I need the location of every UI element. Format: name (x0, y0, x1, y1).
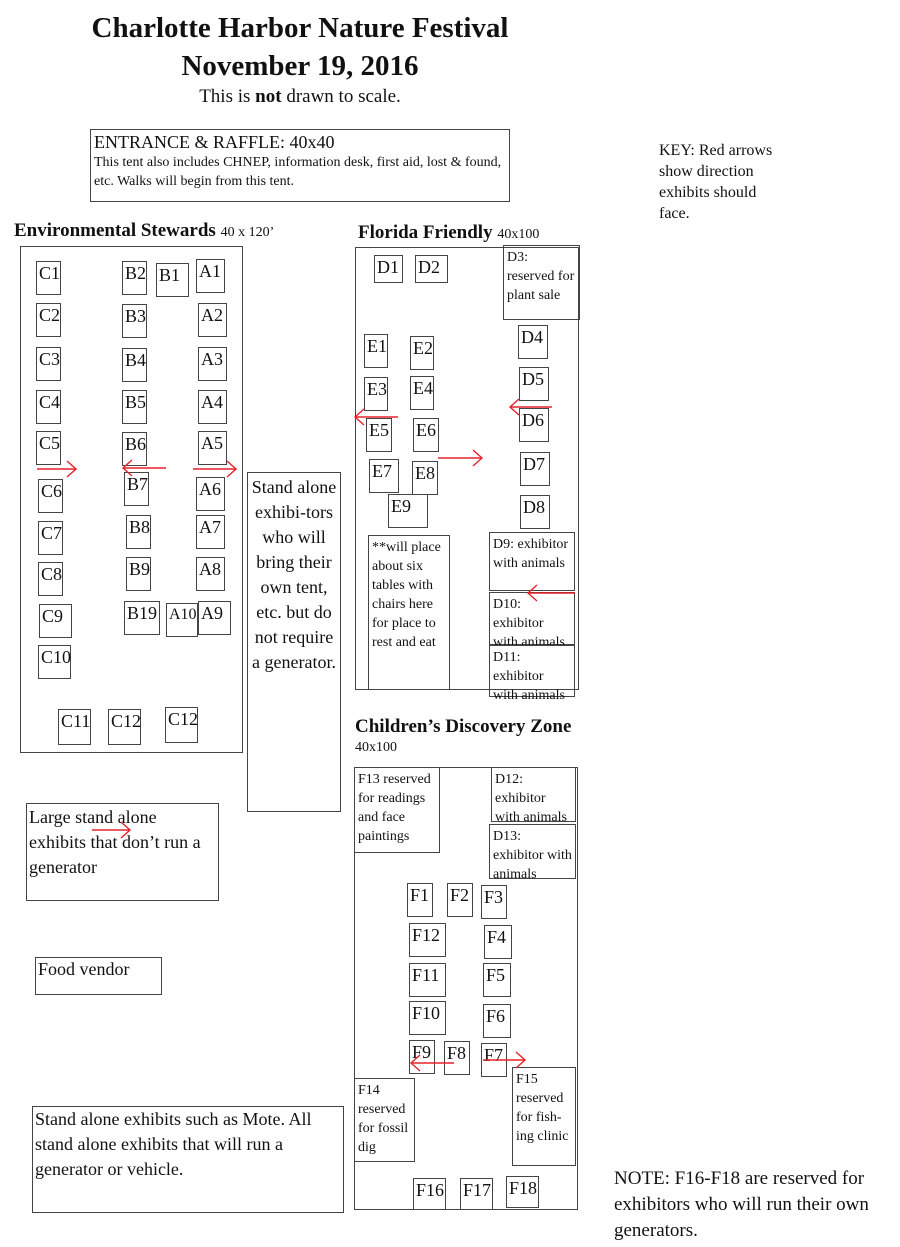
booth-a4: A4 (198, 390, 227, 424)
section-childrens-zone-dim: 40x100 (355, 740, 397, 755)
booth-d6: D6 (519, 408, 549, 442)
standalone-tent-exhibitors: Stand alone exhibi-tors who will bring their own tent, etc. but do not require a generator. (247, 472, 341, 812)
booth-c2: C2 (36, 303, 61, 337)
note-rest-tables: **will place about six tables with chairs here for place to rest and eat (368, 535, 450, 690)
entrance-title: ENTRANCE & RAFFLE: 40x40 (94, 132, 335, 152)
section-florida-friendly: Florida Friendly 40x100 (358, 222, 540, 243)
booth-d7: D7 (520, 452, 550, 486)
map-key: KEY: Red arrows show direction exhibits should face. (659, 142, 773, 222)
booth-a10: A10 (166, 603, 198, 637)
footnote-generators: NOTE: F16-F18 are reserved for exhibitors who will run their own generators. (614, 1168, 869, 1241)
booth-f8: F8 (444, 1041, 470, 1075)
booth-e3: E3 (364, 377, 388, 411)
note-f14-fossil-dig: F14 reserved for fossil dig (354, 1078, 415, 1162)
booth-c4: C4 (36, 390, 61, 424)
booth-f17: F17 (460, 1178, 493, 1210)
booth-a8: A8 (196, 557, 225, 591)
booth-f7: F7 (481, 1043, 507, 1077)
booth-e5: E5 (366, 418, 392, 452)
booth-e7: E7 (369, 459, 399, 493)
booth-c7: C7 (38, 521, 63, 555)
booth-e4: E4 (410, 376, 434, 410)
booth-c5: C5 (36, 431, 61, 465)
booth-f4: F4 (484, 925, 512, 959)
booth-f1: F1 (407, 883, 433, 917)
booth-f11: F11 (409, 963, 446, 997)
note-d12-animals: D12: exhibitor with animals (491, 767, 576, 822)
entrance-desc: This tent also includes CHNEP, information desk, first aid, lost & found, etc. Walks will begin from this tent. (94, 155, 502, 189)
section-env-stewards: Environmental Stewards 40 x 120’ (14, 220, 275, 241)
booth-a3: A3 (198, 347, 227, 381)
booth-d5: D5 (519, 367, 549, 401)
note-f13-readings: F13 reserved for readings and face paintings (354, 767, 440, 853)
note-f15-fishing-clinic: F15 reserved for fish-ing clinic (512, 1067, 576, 1166)
booth-f16: F16 (413, 1178, 446, 1210)
map-title: Charlotte Harbor Nature Festival (91, 12, 509, 44)
note-d3-plant-sale: D3: reserved for plant sale (503, 245, 580, 320)
booth-b9: B9 (126, 557, 151, 591)
booth-a2: A2 (198, 303, 227, 337)
booth-c12-a: C12 (108, 709, 141, 745)
booth-c9: C9 (39, 604, 72, 638)
booth-b5: B5 (122, 390, 147, 424)
booth-c1: C1 (36, 261, 61, 295)
booth-c11: C11 (58, 709, 91, 745)
booth-f5: F5 (483, 963, 511, 997)
booth-e6: E6 (413, 418, 439, 452)
booth-e1: E1 (364, 334, 388, 368)
booth-d4: D4 (518, 325, 548, 359)
standalone-generator-exhibits: Stand alone exhibits such as Mote. All stand alone exhibits that will run a generator or vehicle. (32, 1106, 344, 1213)
note-d10-animals: D10: exhibitor with animals (489, 592, 575, 645)
food-vendor: Food vendor (35, 957, 162, 995)
booth-d8: D8 (520, 495, 550, 529)
booth-a1: A1 (196, 259, 225, 293)
section-childrens-zone: Children’s Discovery Zone (355, 716, 572, 737)
booth-e8: E8 (412, 461, 438, 495)
note-d9-animals: D9: exhibitor with animals (489, 532, 575, 591)
booth-b8: B8 (126, 515, 151, 549)
booth-c6: C6 (38, 479, 63, 513)
event-date: November 19, 2016 (181, 50, 419, 82)
booth-c8: C8 (38, 562, 63, 596)
note-d13-animals: D13: exhibitor with animals (489, 824, 576, 879)
booth-b7: B7 (124, 472, 149, 506)
booth-b6: B6 (122, 432, 147, 466)
booth-f18: F18 (506, 1176, 539, 1208)
booth-a5: A5 (198, 431, 227, 465)
booth-c10: C10 (38, 645, 71, 679)
entrance-tent (90, 129, 510, 202)
booth-a9: A9 (198, 601, 231, 635)
booth-b2: B2 (122, 261, 147, 295)
booth-a6: A6 (196, 477, 225, 511)
booth-b19: B19 (124, 601, 160, 635)
large-standalone-exhibits: Large stand alone exhibits that don’t run a generator (26, 803, 219, 901)
booth-d1: D1 (374, 255, 403, 283)
booth-b3: B3 (122, 304, 147, 338)
booth-f2: F2 (447, 883, 473, 917)
booth-b4: B4 (122, 348, 147, 382)
booth-f12: F12 (409, 923, 446, 957)
booth-d2: D2 (415, 255, 448, 283)
booth-f10: F10 (409, 1001, 446, 1035)
booth-f6: F6 (483, 1004, 511, 1038)
booth-a7: A7 (196, 515, 225, 549)
note-d11-animals: D11: exhibitor with animals (489, 645, 575, 697)
booth-e2: E2 (410, 336, 434, 370)
booth-f9: F9 (409, 1040, 435, 1074)
scale-note: This is not drawn to scale. (199, 86, 401, 107)
booth-f3: F3 (481, 885, 507, 919)
booth-e9: E9 (388, 494, 428, 528)
booth-c12-b: C12 (165, 707, 198, 743)
booth-c3: C3 (36, 347, 61, 381)
booth-b1: B1 (156, 263, 189, 297)
